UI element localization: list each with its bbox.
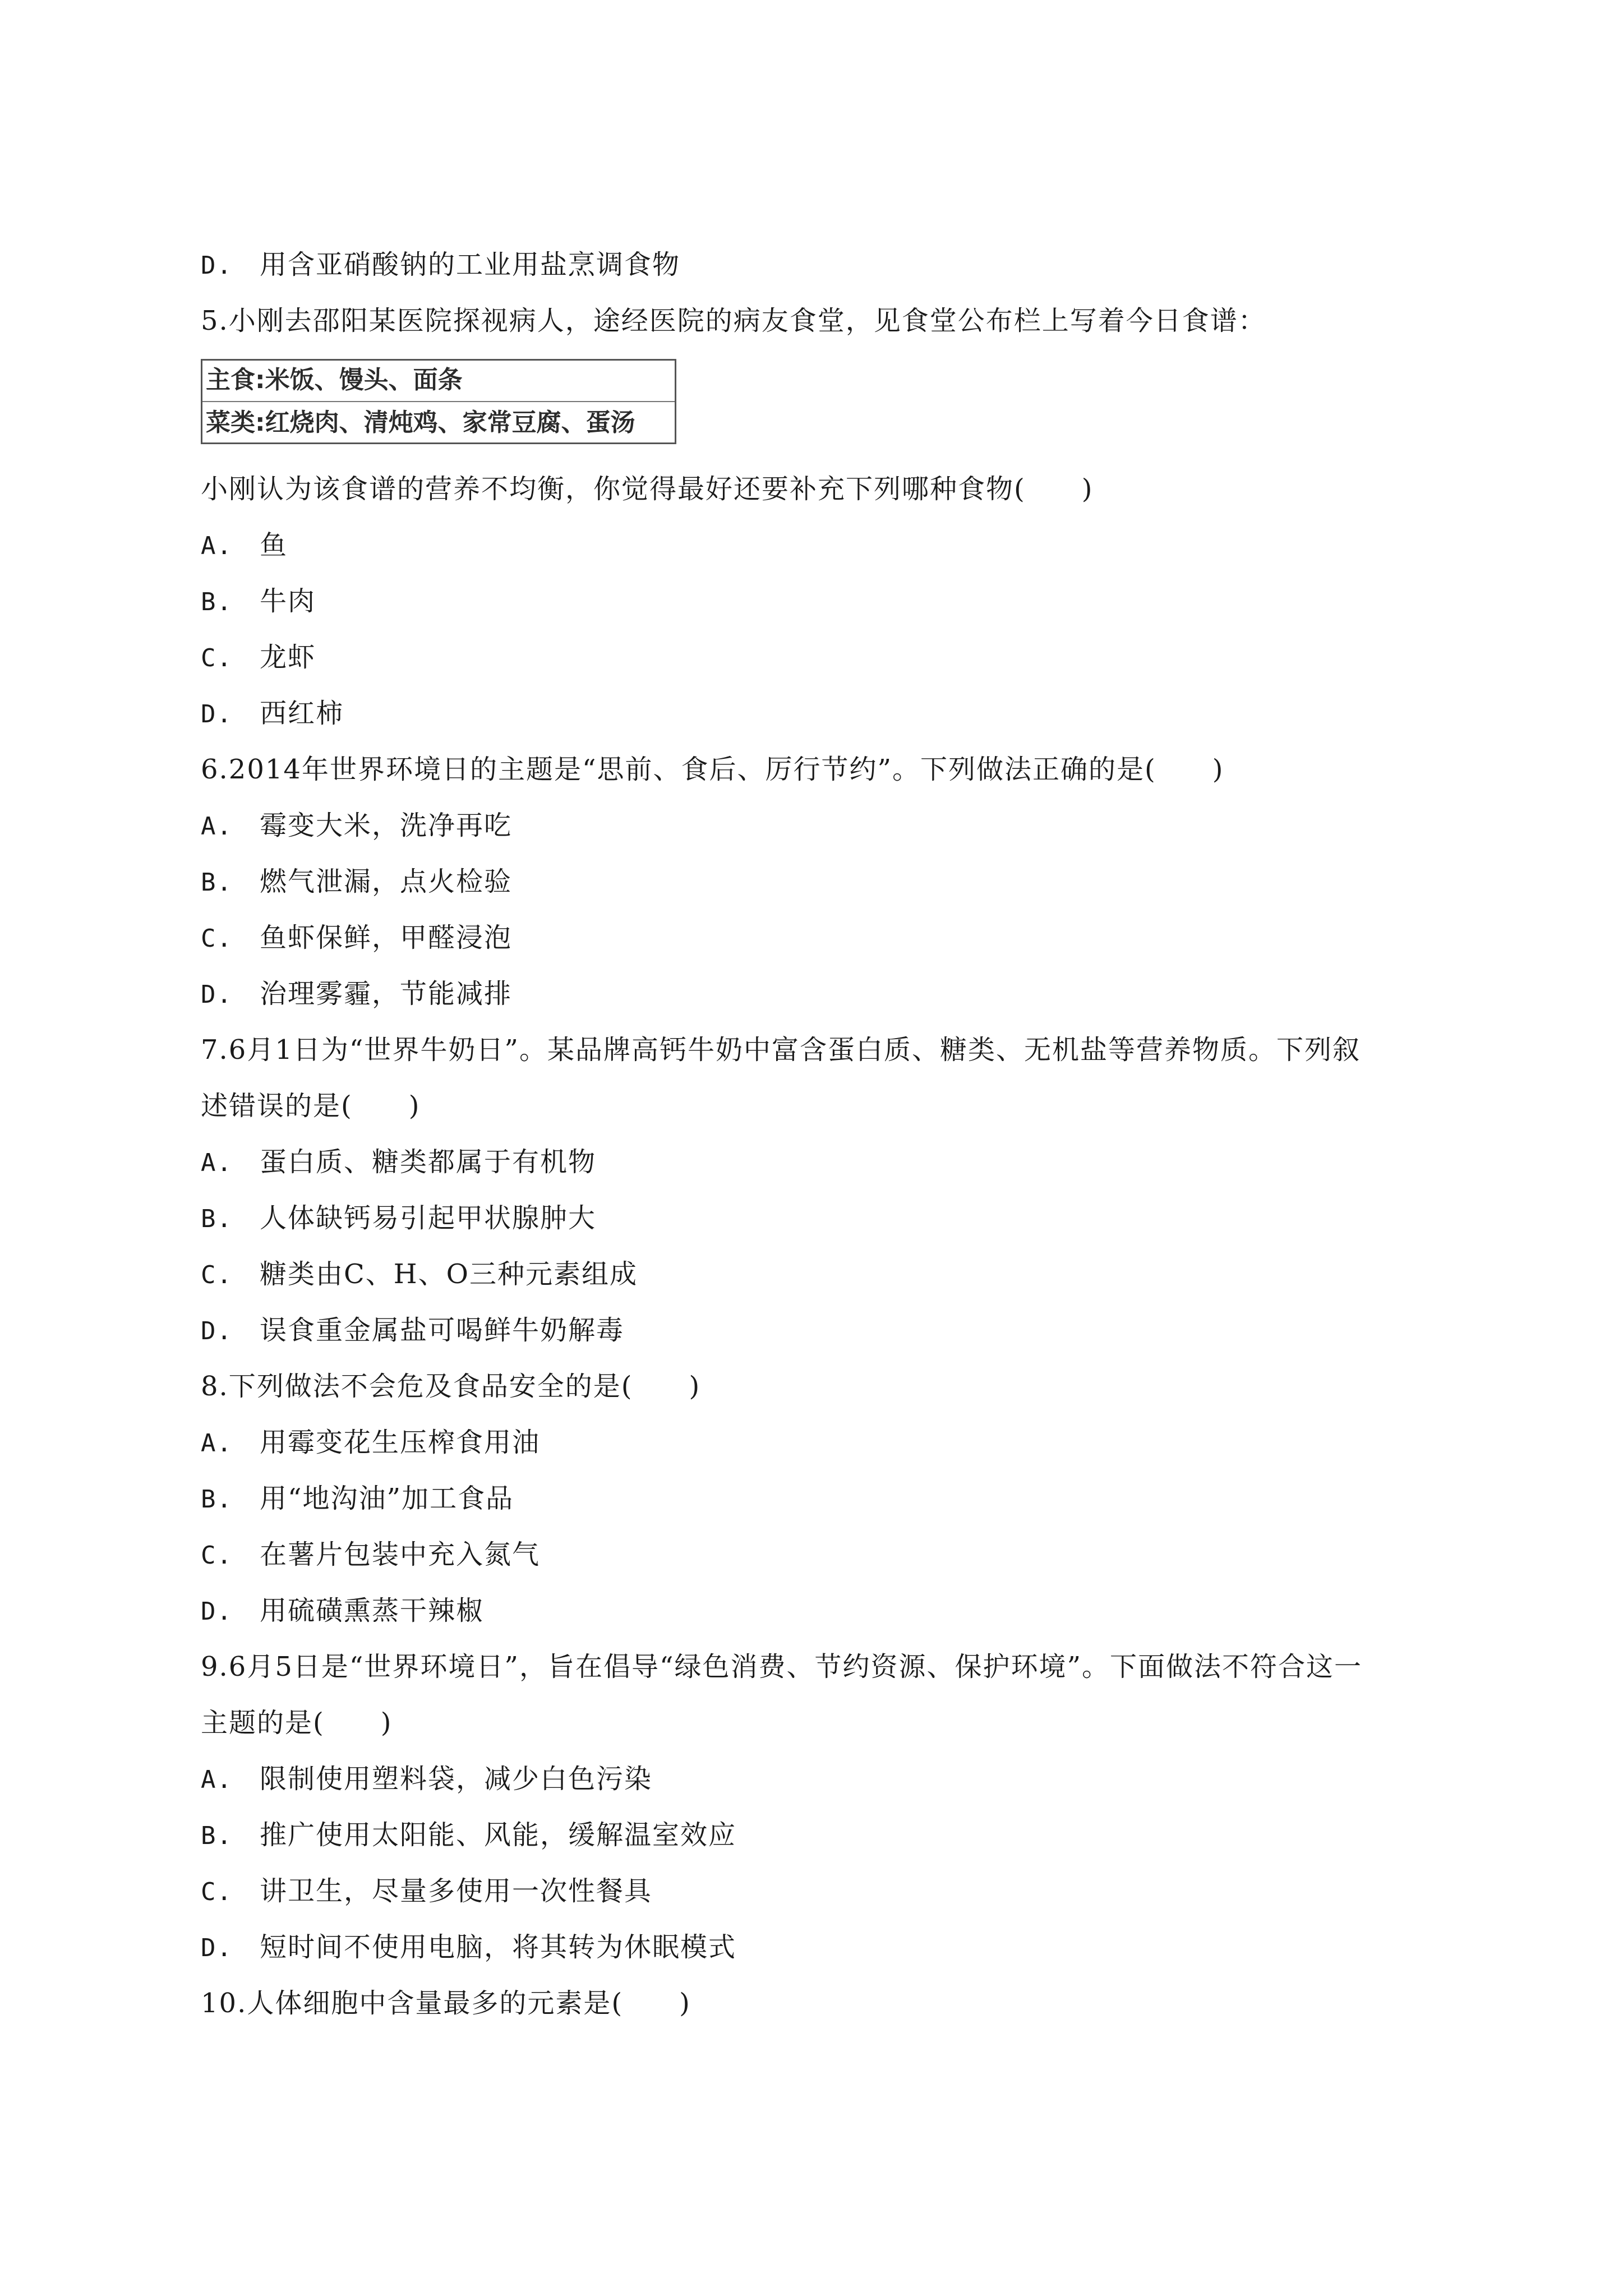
q7-option-c <box>201 1257 638 1292</box>
menu-board <box>201 359 676 444</box>
q8-option-d <box>201 1594 484 1629</box>
option-text: 鱼 <box>260 529 288 561</box>
q8-option-b <box>201 1482 514 1516</box>
option-text: 误食重金属盐可喝鲜牛奶解毒 <box>260 1315 625 1346</box>
option-letter: D. <box>201 1597 233 1626</box>
q7-option-a <box>201 1145 596 1180</box>
option-letter: B. <box>201 1485 233 1514</box>
option-letter: C. <box>201 924 233 953</box>
menu-staple: 主食:米饭、馒头、面条 <box>206 366 463 394</box>
option-letter: D. <box>201 251 233 280</box>
q7-option-d <box>201 1313 624 1348</box>
option-text: 治理雾霾，节能减排 <box>260 978 513 1009</box>
option-text: 鱼虾保鲜，甲醛浸泡 <box>260 922 513 953</box>
option-text: 牛肉 <box>260 585 316 617</box>
q9-option-c <box>201 1874 652 1909</box>
option-letter: A. <box>201 1765 233 1794</box>
option-letter: D. <box>201 700 233 729</box>
q10-stem: 10.人体细胞中含量最多的元素是( ) <box>201 1988 691 2019</box>
q6-option-a <box>201 809 512 843</box>
option-letter: D. <box>201 1317 233 1345</box>
option-letter: B. <box>201 1822 233 1850</box>
option-text: 短时间不使用电脑，将其转为休眠模式 <box>260 1931 737 1963</box>
q8-option-a <box>201 1426 540 1460</box>
option-letter: C. <box>201 1261 233 1289</box>
q5-option-b <box>201 584 316 619</box>
q5-option-c <box>201 640 316 675</box>
option-letter: C. <box>201 1878 233 1906</box>
option-text: 蛋白质、糖类都属于有机物 <box>260 1146 597 1178</box>
option-letter: A. <box>201 1149 233 1177</box>
option-letter: B. <box>201 588 233 616</box>
menu-divider <box>202 401 675 402</box>
q9-option-a <box>201 1762 652 1797</box>
option-letter: D. <box>201 1934 233 1962</box>
option-letter: C. <box>201 1541 233 1570</box>
option-letter: C. <box>201 644 233 672</box>
q6-option-b <box>201 865 512 900</box>
q8-stem: 8.下列做法不会危及食品安全的是( ) <box>201 1371 701 1402</box>
q6-option-d <box>201 977 512 1012</box>
option-text: 用硫磺熏蒸干辣椒 <box>260 1595 485 1626</box>
option-letter: B. <box>201 1205 233 1233</box>
q7-stem-line2: 述错误的是( ) <box>201 1090 421 1122</box>
q6-stem: 6.2014年世界环境日的主题是“思前、食后、厉行节约”。下列做法正确的是( ) <box>201 754 1224 785</box>
option-text: 龙虾 <box>260 642 316 673</box>
option-letter: A. <box>201 812 233 841</box>
q7-option-b <box>201 1201 596 1236</box>
q8-option-c <box>201 1538 540 1573</box>
option-text: 西红柿 <box>260 698 344 729</box>
option-text: 糖类由C、H、O三种元素组成 <box>260 1258 638 1290</box>
option-letter: A. <box>201 532 233 560</box>
option-text: 推广使用太阳能、风能，缓解温室效应 <box>260 1819 737 1851</box>
option-text: 霉变大米，洗净再吃 <box>260 810 513 841</box>
q5-stem: 5.小刚去邵阳某医院探视病人，途经医院的病友食堂，见食堂公布栏上写着今日食谱： <box>201 305 1266 336</box>
option-text: 用霉变花生压榨食用油 <box>260 1427 541 1458</box>
option-text: 讲卫生，尽量多使用一次性餐具 <box>260 1875 653 1907</box>
option-text: 人体缺钙易引起甲状腺肿大 <box>260 1202 597 1234</box>
option-text: 燃气泄漏，点火检验 <box>260 866 513 897</box>
q9-option-b <box>201 1818 736 1853</box>
q7-stem-line1: 7.6月1日为“世界牛奶日”。某品牌高钙牛奶中富含蛋白质、糖类、无机盐等营养物质。下列叙 <box>201 1034 1361 1066</box>
option-text: 用“地沟油”加工食品 <box>260 1483 514 1514</box>
menu-dishes: 菜类:红烧肉、清炖鸡、家常豆腐、蛋汤 <box>206 408 635 437</box>
option-text: 在薯片包装中充入氮气 <box>260 1539 541 1570</box>
option-letter: A. <box>201 1429 233 1458</box>
q6-option-c <box>201 921 512 956</box>
q4-option-d <box>201 248 680 283</box>
q5-option-d <box>201 697 344 731</box>
q5-question: 小刚认为该食谱的营养不均衡，你觉得最好还要补充下列哪种食物( ) <box>201 473 1094 505</box>
option-letter: D. <box>201 980 233 1009</box>
q9-option-d <box>201 1930 736 1965</box>
q9-stem-line1: 9.6月5日是“世界环境日”，旨在倡导“绿色消费、节约资源、保护环境”。下面做法不符合这一 <box>201 1651 1363 1682</box>
q9-stem-line2: 主题的是( ) <box>201 1707 393 1739</box>
q5-option-a <box>201 528 288 563</box>
option-text: 限制使用塑料袋，减少白色污染 <box>260 1763 653 1795</box>
option-text: 用含亚硝酸钠的工业用盐烹调食物 <box>260 249 681 280</box>
option-letter: B. <box>201 868 233 897</box>
